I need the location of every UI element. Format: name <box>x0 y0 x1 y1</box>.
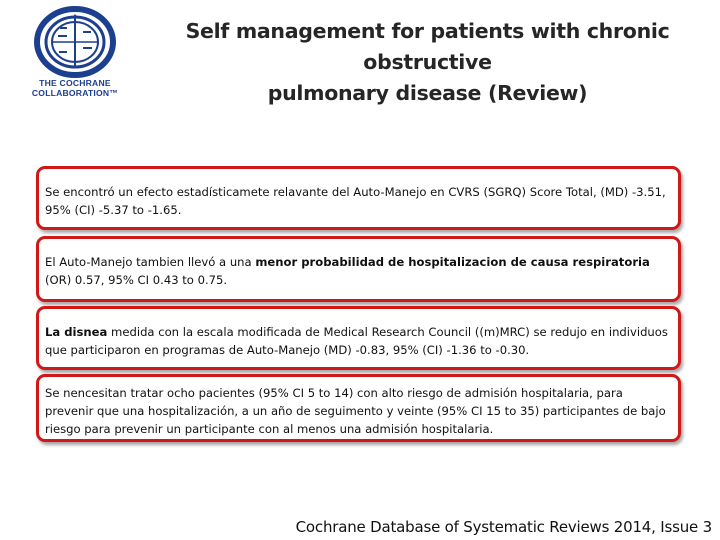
cochrane-logo <box>20 6 130 102</box>
finding-text-segment: medida con la escala modificada de Medical Research Council ((m)MRC) se redujo en individuos que participaron en programas de Auto-Manejo (MD) -0.83, 95% (CI) -1.36 to -0.30. <box>45 325 668 357</box>
logo-text <box>20 78 130 98</box>
finding-box-3 <box>36 306 681 370</box>
finding-box-4 <box>36 374 681 442</box>
cochrane-logo-icon <box>32 6 118 78</box>
finding-text-segment: (OR) 0.57, 95% CI 0.43 to 0.75. <box>45 273 228 287</box>
finding-text-segment: menor probabilidad de hospitalizacion de causa respiratoria <box>255 255 650 269</box>
finding-text-segment: Se encontró un efecto estadísticamete relavante del Auto-Manejo en CVRS (SGRQ) Score Total, (MD) -3.51, 95% (CI) -5.37 to -1.65. <box>45 185 666 217</box>
logo-line-2: COLLABORATION™ <box>31 88 119 98</box>
finding-box-2 <box>36 236 681 302</box>
logo-line-1: THE COCHRANE <box>39 78 111 88</box>
citation-footer: Cochrane Database of Systematic Reviews 2014, Issue 3 <box>295 518 712 536</box>
finding-text-segment: La disnea <box>45 325 108 339</box>
finding-box-1 <box>36 166 681 230</box>
page-title <box>140 16 715 109</box>
title-line-1: Self management for patients with chronic obstructive <box>185 19 670 74</box>
finding-text-segment: Se nencesitan tratar ocho pacientes (95% CI 5 to 14) con alto riesgo de admisión hospitalaria, para prevenir que una hospitalización, a un año de seguimento y veinte (95% CI 15 to 35) participantes de bajo riesgo para prevenir un participante con al menos una admisión hospitalaria. <box>45 386 666 436</box>
title-line-2: pulmonary disease (Review) <box>267 81 588 105</box>
finding-text-segment: El Auto-Manejo tambien llevó a una <box>45 255 256 269</box>
